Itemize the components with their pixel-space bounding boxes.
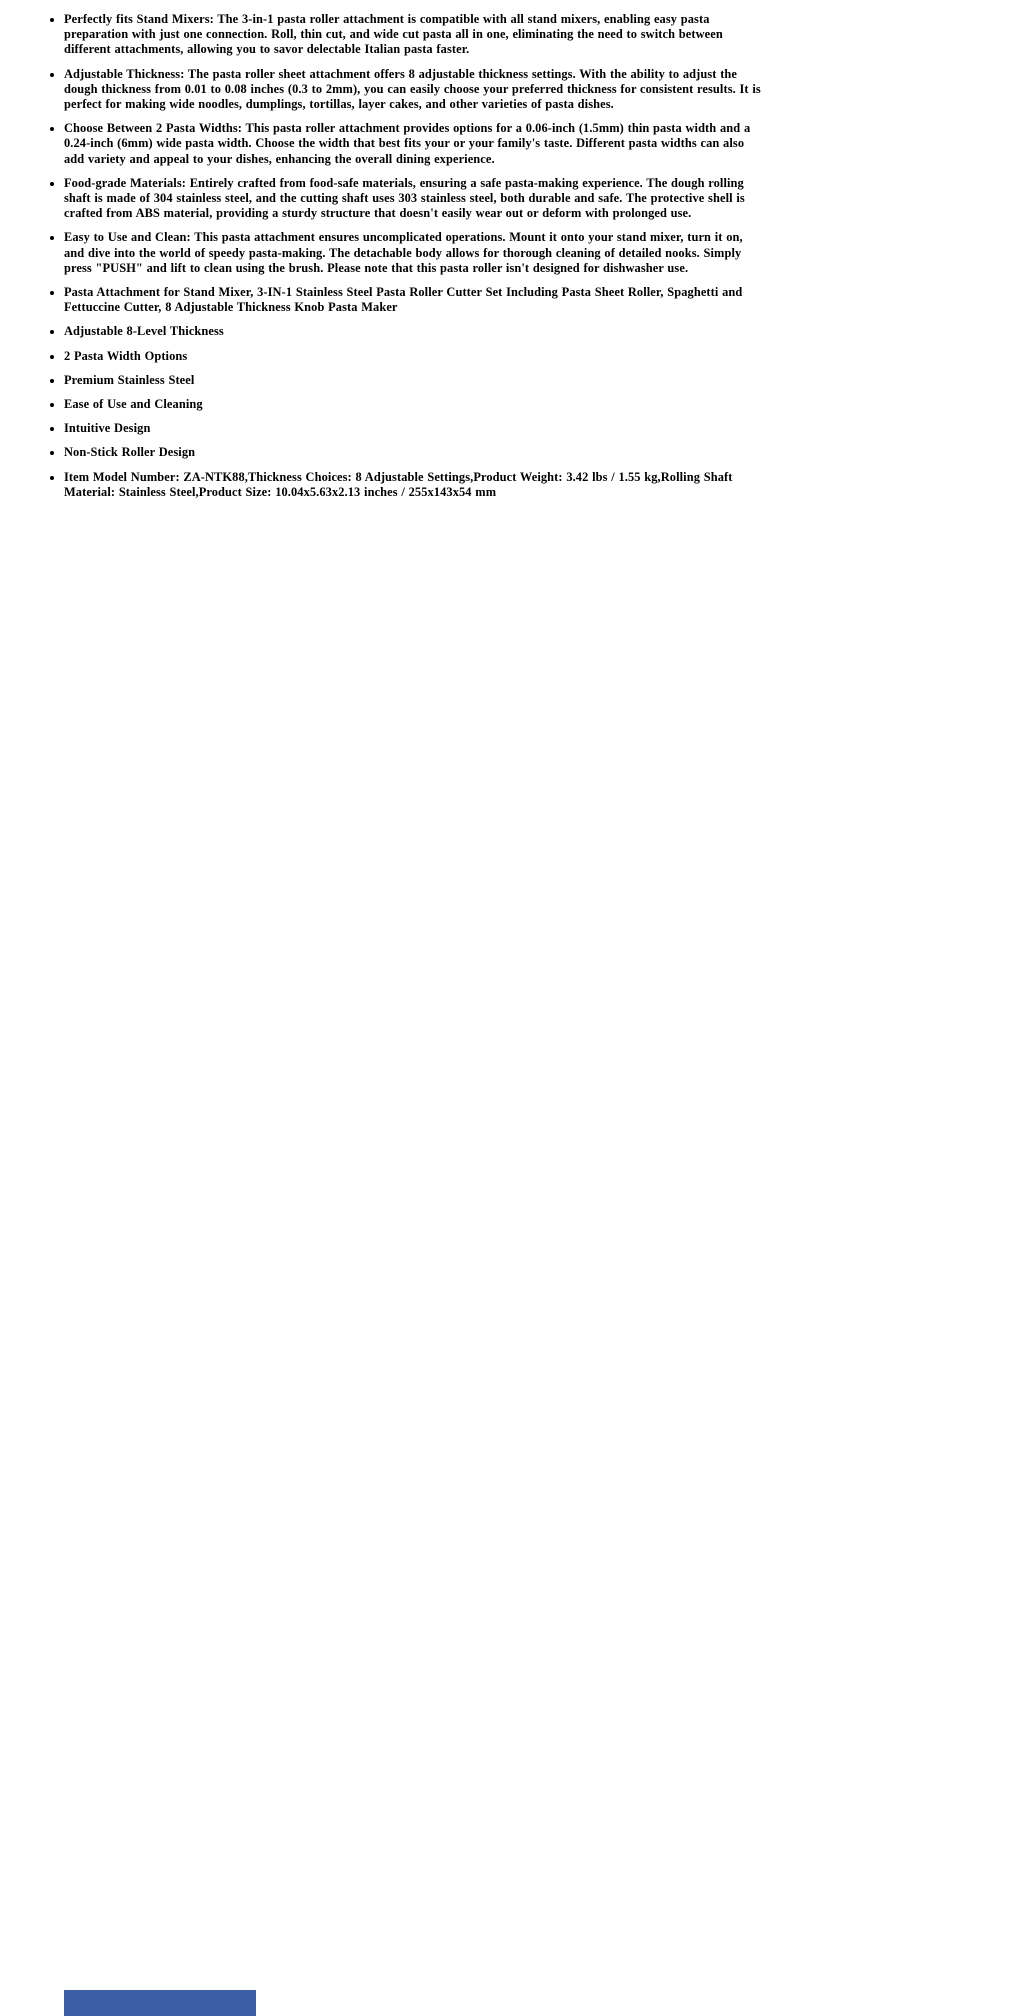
- list-item: • Ease of Use and Cleaning: [64, 397, 764, 412]
- list-item: • Pasta Attachment for Stand Mixer, 3-IN-1 Stainless Steel Pasta Roller Cutter Set Including Pasta Sheet Roller, Spaghetti and Fettuccine Cutter, 8 Adjustable Thickness Knob Pasta Maker: [64, 285, 764, 315]
- list-item: • Non-Stick Roller Design: [64, 445, 764, 460]
- list-item: • Choose Between 2 Pasta Widths: This pasta roller attachment provides options for a 0.06-inch (1.5mm) thin pasta width and a 0.24-inch (6mm) wide pasta width. Choose the width that best fits your or your family's taste. Different pasta widths can also add variety and appeal to your dishes, enhancing the overall dining experience.: [64, 121, 764, 167]
- bottom-accent-bar: [64, 1990, 256, 2016]
- list-item: • Item Model Number: ZA-NTK88,Thickness Choices: 8 Adjustable Settings,Product Weight: 3.42 lbs / 1.55 kg,Rolling Shaft Material: Stainless Steel,Product Size: 10.04x5.63x2.13 inches / 255x143x54 mm: [64, 470, 764, 500]
- list-item: • Premium Stainless Steel: [64, 373, 764, 388]
- list-item: • Adjustable 8-Level Thickness: [64, 324, 764, 339]
- list-item: • Perfectly fits Stand Mixers: The 3-in-1 pasta roller attachment is compatible with all stand mixers, enabling easy pasta preparation with just one connection. Roll, thin cut, and wide cut pasta all in one, eliminating the need to switch between different attachments, allowing you to savor delectable Italian pasta faster.: [64, 12, 764, 58]
- list-item: • Easy to Use and Clean: This pasta attachment ensures uncomplicated operations. Mount it onto your stand mixer, turn it on, and dive into the world of speedy pasta-making. The detachable body allows for thorough cleaning of detailed nooks. Simply press "PUSH" and lift to clean using the brush. Please note that this pasta roller isn't designed for dishwasher use.: [64, 230, 764, 276]
- list-item: • Food-grade Materials: Entirely crafted from food-safe materials, ensuring a safe pasta-making experience. The dough rolling shaft is made of 304 stainless steel, and the cutting shaft uses 303 stainless steel, both durable and safe. The protective shell is crafted from ABS material, providing a sturdy structure that doesn't easily wear out or deform with prolonged use.: [64, 176, 764, 222]
- product-bullet-list: [0, 0, 1024, 500]
- list-item: • 2 Pasta Width Options: [64, 349, 764, 364]
- list-item: • Intuitive Design: [64, 421, 764, 436]
- list-item: • Adjustable Thickness: The pasta roller sheet attachment offers 8 adjustable thickness settings. With the ability to adjust the dough thickness from 0.01 to 0.08 inches (0.3 to 2mm), you can easily choose your preferred thickness for consistent results. It is perfect for making wide noodles, dumplings, tortillas, layer cakes, and other varieties of pasta dishes.: [64, 67, 764, 113]
